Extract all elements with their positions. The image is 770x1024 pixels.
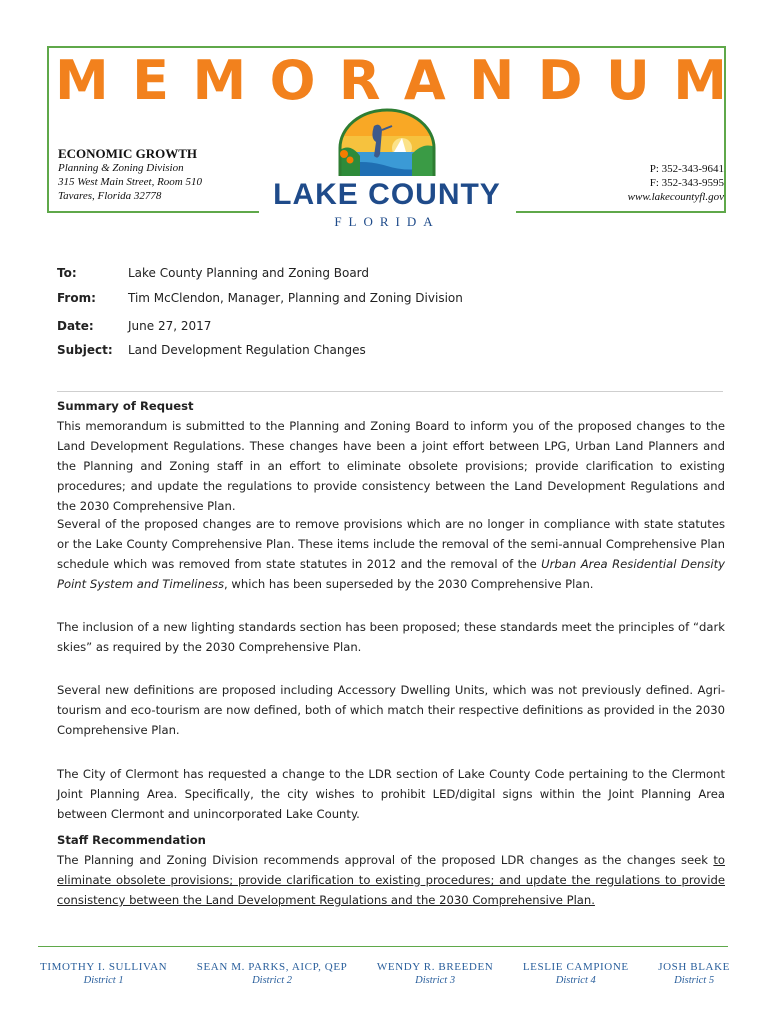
fax-number: F: 352-343-9595 [649, 177, 724, 189]
paragraph-5-text: The City of Clermont has requested a change to the LDR section of Lake County Code pertaining to the Clermont Joint Planning Area. Specifically, the city wishes to prohibit LED/digital signs within the Joint Planning Area between Clermont and unincorporated Lake County. [57, 767, 725, 821]
commissioner [523, 961, 629, 986]
field-value: Tim McClendon, Manager, Planning and Zoning Division [128, 291, 463, 305]
commissioner-name: WENDY R. BREEDEN [376, 961, 494, 973]
field-value: Lake County Planning and Zoning Board [128, 266, 370, 280]
header-frame-bottom-left [47, 211, 259, 213]
paragraph-4 [57, 680, 725, 740]
contact-block [628, 162, 724, 204]
division-name: Planning & Zoning Division [58, 162, 184, 174]
commissioner-name: JOSH BLAKE [658, 961, 730, 973]
commissioners-list [40, 961, 730, 986]
title-letter: D [537, 49, 583, 112]
memorandum-title [55, 50, 727, 112]
staff-heading: Staff Recommendation [57, 833, 206, 847]
street-address: 315 West Main Street, Room 510 [58, 176, 203, 188]
county-name: LAKE COUNTY [273, 178, 501, 211]
commissioner-district: District 5 [674, 975, 715, 986]
paragraph-6-text: The Planning and Zoning Division recommends approval of the proposed LDR changes as the changes seek [57, 853, 714, 867]
city-address: Tavares, Florida 32778 [58, 190, 162, 202]
staff-recommendation-section [57, 830, 725, 910]
commissioner [197, 961, 348, 986]
field-value: June 27, 2017 [128, 319, 212, 333]
paragraph-4-text: Several new definitions are proposed including Accessory Dwelling Units, which was not previously defined. Agri-tourism and eco-tourism are now defined, both of which match their respective definitions as provided in the 2030 Comprehensive Plan. [57, 683, 725, 737]
paragraph-3 [57, 617, 725, 657]
footer-divider [38, 946, 728, 947]
title-letter: N [469, 49, 515, 112]
paragraph-2-emphasis: Urban Area Residential Density Point System and Timeliness [57, 557, 726, 591]
department-block [58, 147, 202, 203]
summary-section [57, 396, 725, 516]
commissioner-name: SEAN M. PARKS, AICP, QEP [196, 961, 348, 973]
department-name: ECONOMIC GROWTH [58, 146, 198, 161]
state-name: FLORIDA [334, 214, 440, 229]
commissioner-name: LESLIE CAMPIONE [522, 961, 629, 973]
paragraph-3-text: The inclusion of a new lighting standards section has been proposed; these standards meet the principles of “dark skies” as required by the 2030 Comprehensive Plan. [57, 620, 725, 654]
header-frame-left [47, 46, 49, 212]
commissioner [40, 961, 167, 986]
paragraph-2-text-end: , which has been superseded by the 2030 Comprehensive Plan. [224, 577, 594, 591]
field-value: Land Development Regulation Changes [128, 343, 366, 357]
summary-heading: Summary of Request [57, 399, 194, 413]
commissioner-name: TIMOTHY I. SULLIVAN [40, 961, 168, 973]
field-label: From: [57, 291, 96, 305]
title-letter: R [338, 49, 381, 112]
commissioner [377, 961, 493, 986]
field-label: To: [57, 266, 77, 280]
title-letter: A [403, 49, 446, 112]
title-letter: E [132, 49, 170, 112]
title-letter: O [269, 49, 316, 112]
commissioner-district: District 2 [252, 975, 293, 986]
header-frame-top [47, 46, 725, 48]
title-letter: U [605, 49, 650, 112]
paragraph-1: This memorandum is submitted to the Planning and Zoning Board to inform you of the proposed changes to the Land Development Regulations. These changes have been a joint effort between LPG, Urban Land Planners and the Planning and Zoning staff in an effort to eliminate obsolete provisions; provide clarification to existing procedures; and update the regulations to provide consistency between the Land Development Regulations and the 2030 Comprehensive Plan. [57, 419, 725, 513]
field-label: Date: [57, 319, 94, 333]
title-letter: M [192, 49, 247, 112]
paragraph-5 [57, 764, 725, 824]
header-frame-bottom-right [516, 211, 726, 213]
title-letter: M [55, 49, 109, 112]
title-letter: M [673, 49, 727, 112]
commissioner [658, 961, 730, 986]
paragraph-2-text: Several of the proposed changes are to remove provisions which are no longer in compliance with state statutes or the Lake County Comprehensive Plan. These items include the removal of the semi-annual Comprehensive Plan schedule which was removed from state statutes in 2012 and the removal of the [57, 517, 725, 571]
commissioner-district: District 3 [415, 975, 456, 986]
paragraph-2 [57, 514, 725, 594]
commissioner-district: District 4 [555, 975, 596, 986]
field-label: Subject: [57, 343, 113, 357]
website-link[interactable]: www.lakecountyfl.gov [627, 191, 724, 203]
commissioner-district: District 1 [83, 975, 124, 986]
phone-number: P: 352-343-9641 [649, 163, 724, 175]
divider [57, 391, 723, 392]
paragraph-6-underlined: to eliminate obsolete provisions; provide clarification to existing procedures; and update the regulations to provide consistency between the Land Development Regulations and the 2030 Comprehensive Plan. [57, 853, 725, 907]
